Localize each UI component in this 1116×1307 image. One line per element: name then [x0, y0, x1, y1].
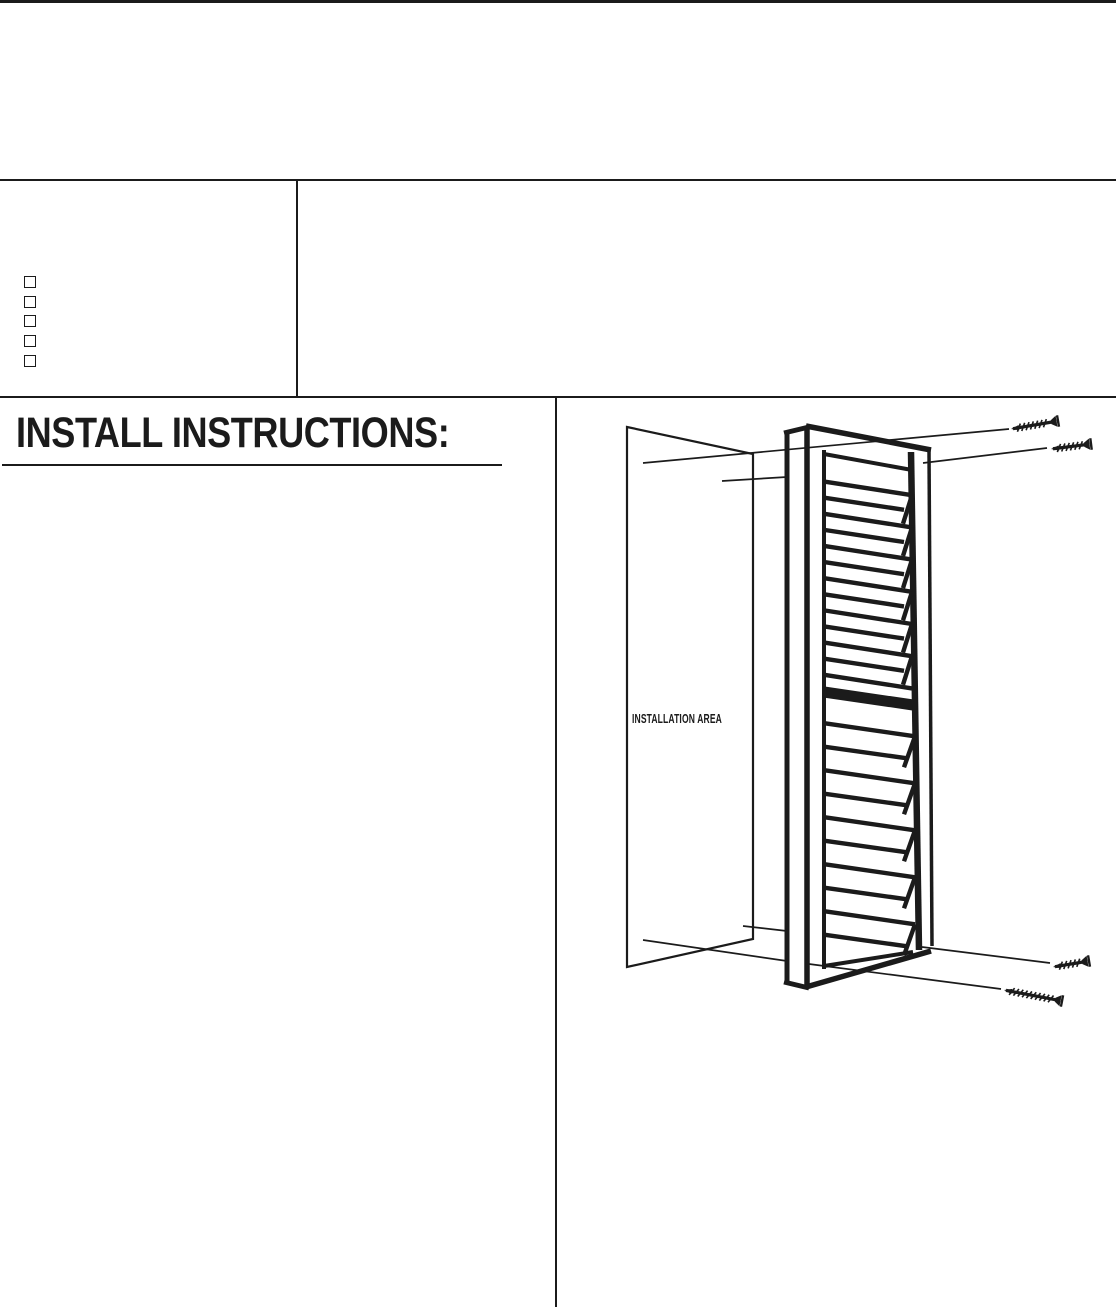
louver-slat — [825, 747, 907, 759]
page-title: INSTALL INSTRUCTIONS: — [16, 409, 450, 457]
screw-leader-line — [923, 448, 1047, 463]
screw-part — [1090, 438, 1091, 450]
louver-slat — [825, 530, 904, 542]
louver-slat — [825, 659, 904, 671]
shutter-frame-line — [824, 692, 913, 705]
mounting-screw — [1052, 955, 1090, 972]
louver-tilt-edge — [904, 877, 915, 908]
louver-slat — [825, 841, 907, 853]
shutter-frame-line — [824, 454, 912, 470]
louver-slat — [825, 675, 912, 689]
mounting-screw — [1010, 415, 1059, 434]
screw-part — [1083, 439, 1090, 451]
mounting-screw — [1050, 438, 1091, 455]
louver-slat — [825, 888, 907, 900]
wall-panel-outline — [627, 427, 753, 967]
screw-leader-line — [722, 477, 787, 481]
installation-area-label: INSTALLATION AREA — [632, 712, 722, 726]
louver-slat — [825, 627, 904, 639]
louver-slat — [825, 482, 912, 496]
louver-tilt-edge — [903, 656, 912, 685]
louver-slat — [825, 723, 915, 736]
louver-slat — [825, 935, 907, 947]
screw-leader-line — [922, 947, 1050, 963]
louver-slat — [825, 594, 904, 606]
louver-tilt-edge — [904, 830, 915, 861]
louver-slat — [825, 562, 904, 574]
screw-part — [1061, 995, 1063, 1006]
louver-slat — [825, 911, 915, 924]
louver-slat — [825, 794, 907, 806]
screw-part — [1057, 415, 1059, 426]
louver-slat — [825, 514, 912, 528]
louver-slat — [825, 498, 904, 510]
mounting-screw — [1003, 984, 1063, 1006]
louver-slat — [825, 578, 912, 592]
louver-slat — [825, 546, 912, 560]
louver-slat — [825, 864, 915, 877]
louver-slat — [825, 643, 912, 657]
louver-slat — [825, 611, 912, 625]
louver-slat — [825, 817, 915, 830]
screw-leader-line — [743, 926, 787, 931]
louver-slat — [825, 770, 915, 783]
shutter-frame-line — [929, 450, 932, 946]
louver-tilt-edge — [903, 624, 912, 653]
screw-part — [1088, 955, 1090, 966]
